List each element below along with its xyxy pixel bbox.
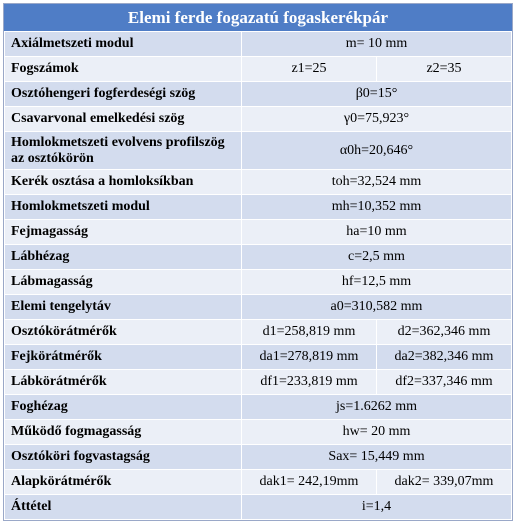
- parameter-value: mh=10,352 mm: [242, 195, 512, 220]
- table-row: [5, 320, 512, 345]
- parameter-label: Foghézag: [5, 395, 242, 420]
- parameter-label: Lábmagasság: [5, 270, 242, 295]
- parameter-label: Fogszámok: [5, 57, 242, 82]
- parameter-value: Sax= 15,449 mm: [242, 445, 512, 470]
- parameter-value-gear-1: da1=278,819 mm: [242, 345, 377, 370]
- parameter-value: toh=32,524 mm: [242, 170, 512, 195]
- parameter-label: Axiálmetszeti modul: [5, 32, 242, 57]
- table-row: [5, 107, 512, 132]
- table-row: [5, 295, 512, 320]
- parameter-label: Kerék osztása a homloksíkban: [5, 170, 242, 195]
- parameter-value: m= 10 mm: [242, 32, 512, 57]
- parameter-value-gear-2: d2=362,346 mm: [377, 320, 512, 345]
- gear-pair-table-frame: [3, 3, 513, 521]
- parameter-value: hf=12,5 mm: [242, 270, 512, 295]
- table-row: [5, 395, 512, 420]
- table-row: [5, 445, 512, 470]
- table-row: [5, 220, 512, 245]
- parameter-label: Lábkörátmérők: [5, 370, 242, 395]
- parameter-value-gear-1: df1=233,819 mm: [242, 370, 377, 395]
- table-row: [5, 132, 512, 170]
- table-row: [5, 270, 512, 295]
- parameter-value: a0=310,582 mm: [242, 295, 512, 320]
- table-row: [5, 345, 512, 370]
- parameter-label: Fejkörátmérők: [5, 345, 242, 370]
- table-row: [5, 32, 512, 57]
- parameter-label: Fejmagasság: [5, 220, 242, 245]
- parameter-label: Áttétel: [5, 495, 242, 520]
- parameter-value-gear-2: z2=35: [377, 57, 512, 82]
- parameter-label: Működő fogmagasság: [5, 420, 242, 445]
- parameter-value: js=1.6262 mm: [242, 395, 512, 420]
- parameter-value: c=2,5 mm: [242, 245, 512, 270]
- parameter-value-gear-1: dak1= 242,19mm: [242, 470, 377, 495]
- parameter-value: hw= 20 mm: [242, 420, 512, 445]
- parameter-label: Osztóköri fogvastagság: [5, 445, 242, 470]
- table-row: [5, 370, 512, 395]
- parameter-value-gear-2: da2=382,346 mm: [377, 345, 512, 370]
- parameter-label: Homlokmetszeti evolvens profilszög az osztókörön: [5, 132, 242, 170]
- parameter-value-gear-2: dak2= 339,07mm: [377, 470, 512, 495]
- parameter-value: β0=15°: [242, 82, 512, 107]
- parameter-value-gear-1: z1=25: [242, 57, 377, 82]
- parameter-label: Csavarvonal emelkedési szög: [5, 107, 242, 132]
- table-row: [5, 245, 512, 270]
- parameter-label: Osztókörátmérők: [5, 320, 242, 345]
- table-row: [5, 195, 512, 220]
- parameter-value-gear-1: d1=258,819 mm: [242, 320, 377, 345]
- parameter-value: γ0=75,923°: [242, 107, 512, 132]
- parameter-label: Alapkörátmérők: [5, 470, 242, 495]
- table-row: [5, 470, 512, 495]
- table-row: [5, 57, 512, 82]
- table-row: [5, 170, 512, 195]
- parameter-label: Lábhézag: [5, 245, 242, 270]
- parameter-value: ha=10 mm: [242, 220, 512, 245]
- gear-parameters-table: [4, 31, 512, 520]
- parameter-value: α0h=20,646°: [242, 132, 512, 170]
- table-row: [5, 82, 512, 107]
- table-row: [5, 495, 512, 520]
- table-title: Elemi ferde fogazatú fogaskerékpár: [4, 4, 512, 31]
- parameter-value-gear-2: df2=337,346 mm: [377, 370, 512, 395]
- table-row: [5, 420, 512, 445]
- parameter-value: i=1,4: [242, 495, 512, 520]
- parameter-label: Homlokmetszeti modul: [5, 195, 242, 220]
- parameter-label: Osztóhengeri fogferdeségi szög: [5, 82, 242, 107]
- parameter-label: Elemi tengelytáv: [5, 295, 242, 320]
